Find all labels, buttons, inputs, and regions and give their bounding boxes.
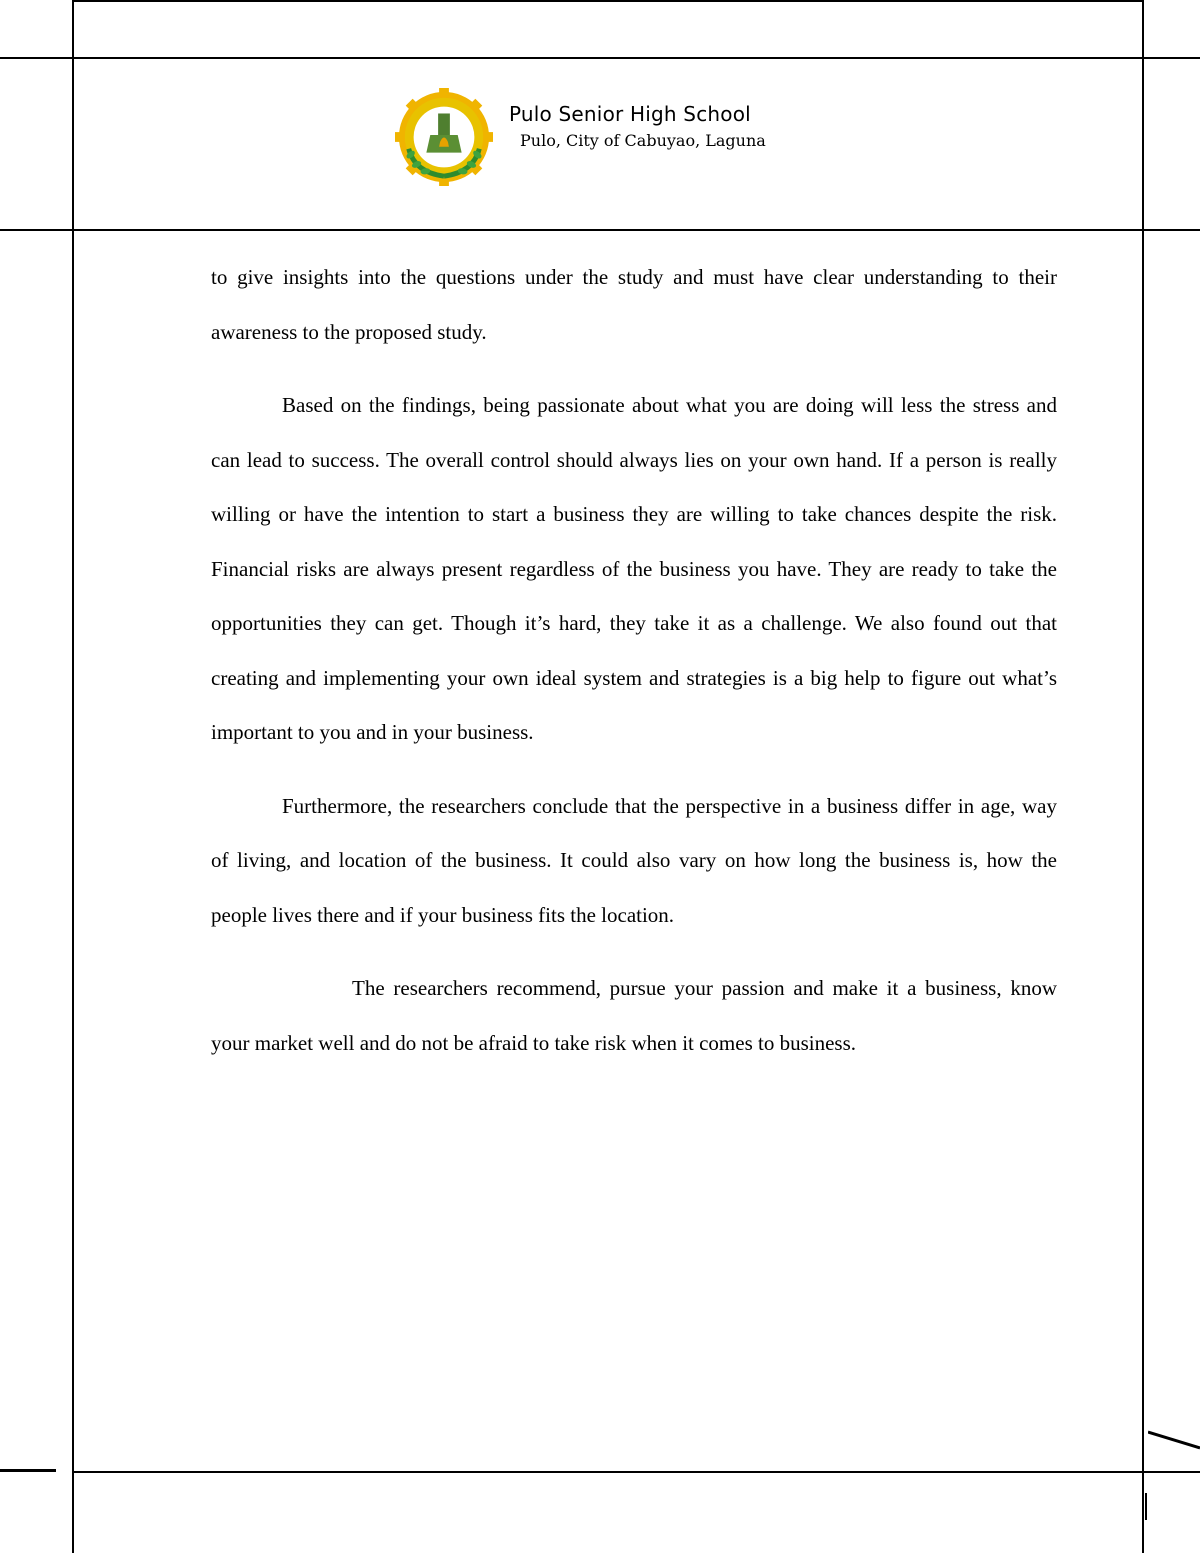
school-address: Pulo, City of Cabuyao, Laguna [520,131,766,150]
school-name: Pulo Senior High School [509,102,751,126]
frame-header-bottom-line [0,229,1200,231]
paragraph-findings: Based on the findings, being passionate about what you are doing will less the stress and can lead to success. The overall control should always lies on your own hand. If a person is really willing or have the intention to start a business they are willing to take chances despite the risk. Financial risks are always present regardless of the business you have. They are ready to take the opportunities they can get. Though it’s hard, they take it as a challenge. We also found out that creating and implementing your own ideal system and strategies is a big help to figure out what’s important to you and in your business. [211,393,1057,744]
frame-header-top-line [0,57,1200,59]
frame-corner-slash [1148,1428,1200,1452]
school-logo [395,88,493,186]
document-body [211,250,1057,1070]
frame-footer-stub-line [0,1469,56,1472]
paragraph-conclusion: Furthermore, the researchers conclude that the perspective in a business differ in age, way of living, and location of the business. It could also vary on how long the business is, how the people lives there and if your business fits the location. [211,793,1057,927]
frame-top-line [73,0,1144,2]
frame-left-line [72,0,74,1553]
paragraph-recommendation: The researchers recommend, pursue your passion and make it a business, know your market well and do not be afraid to take risk when it comes to business. [211,976,1057,1055]
frame-right-line [1142,0,1144,1553]
frame-footer-tick [1145,1493,1147,1520]
paragraph-continuation: to give insights into the questions under the study and must have clear understanding to their awareness to the proposed study. [211,265,1057,344]
frame-footer-line [73,1471,1200,1473]
